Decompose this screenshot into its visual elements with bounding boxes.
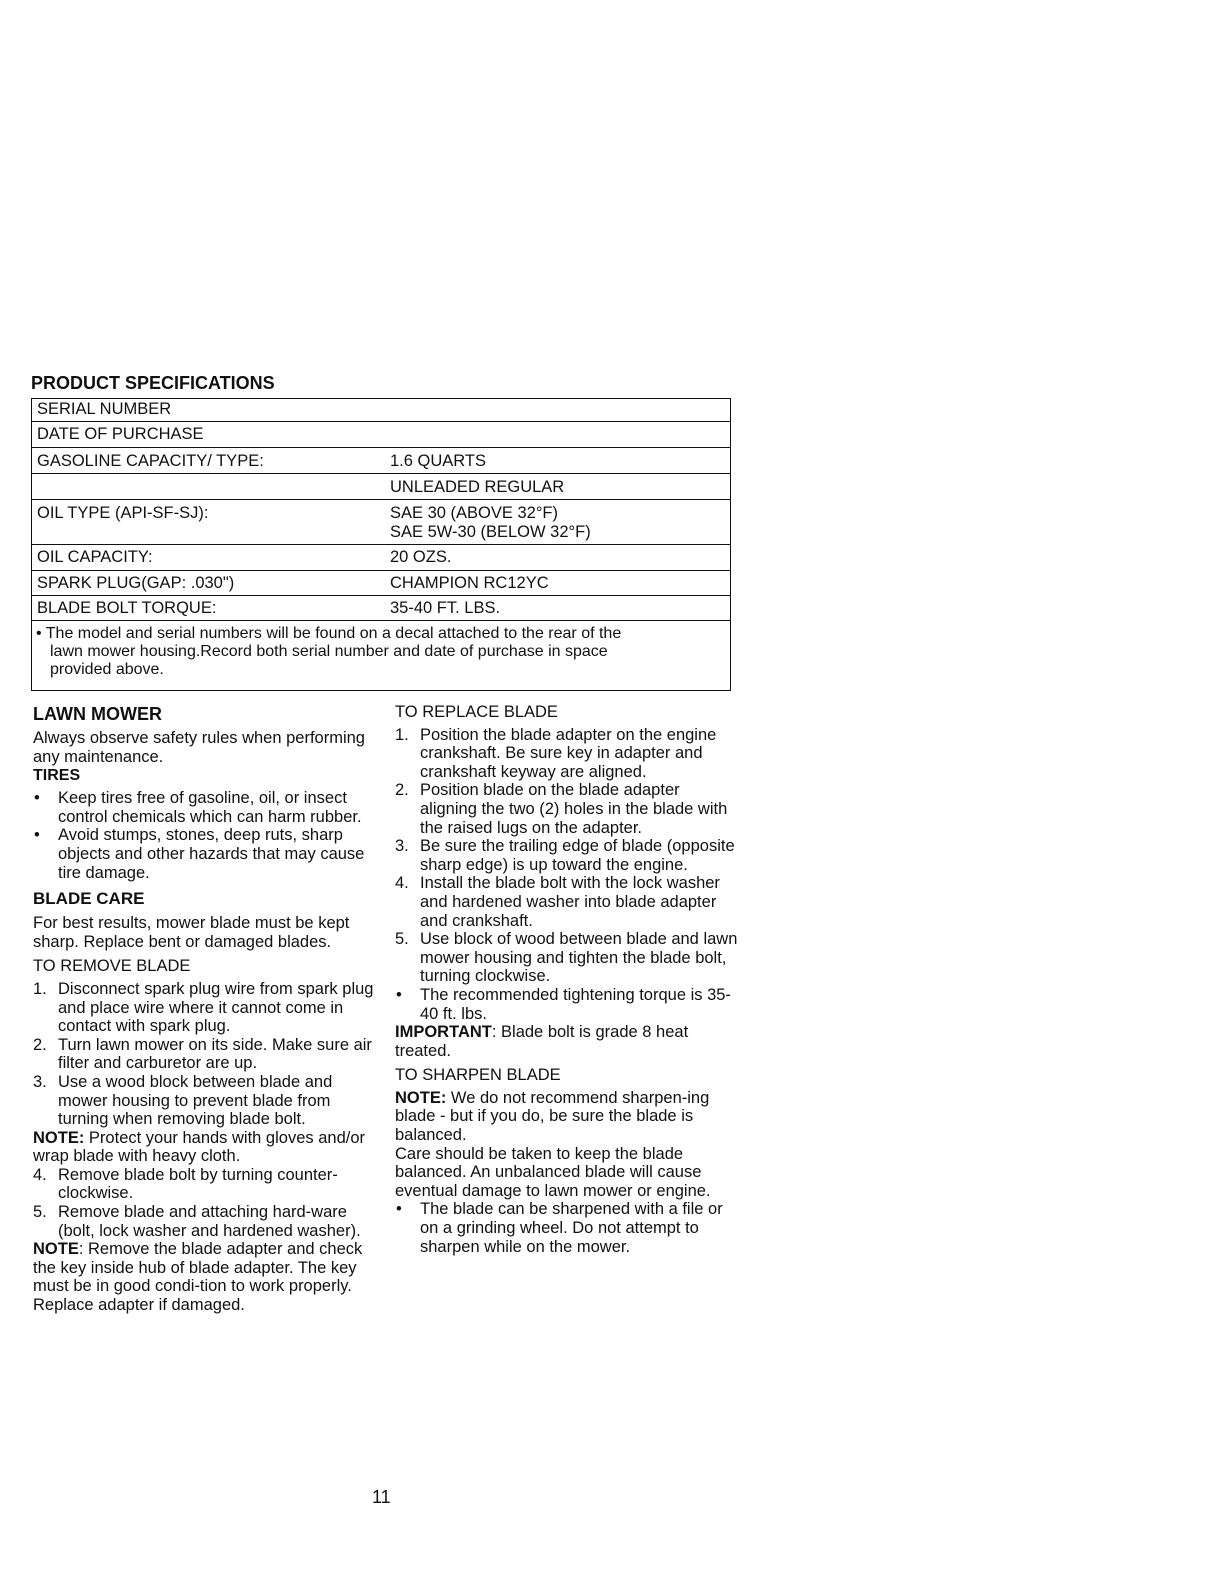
spec-label-date: DATE OF PURCHASE (37, 425, 204, 443)
list-item: 2. Position blade on the blade adapter aligning the two (2) holes in the blade with the raised lugs on the adapter. (395, 781, 728, 837)
page-title: PRODUCT SPECIFICATIONS (31, 373, 275, 393)
lawn-mower-section (33, 703, 378, 1315)
list-item: • Avoid stumps, stones, deep ruts, sharp objects and other hazards that may cause tire damage. (34, 826, 365, 882)
spec-value-blade-torque: 35-40 FT. LBS. (390, 599, 501, 617)
spec-value-oil-capacity: 20 OZS. (390, 548, 452, 566)
list-item: 3. Be sure the trailing edge of blade (opposite sharp edge) is up toward the engine. (395, 837, 735, 874)
note-adapter: NOTE: Remove the blade adapter and check the key inside hub of blade adapter. The key must be in good condi-tion to work properly. Replace adapter if damaged. (33, 1240, 363, 1315)
spec-label-blade-torque: BLADE BOLT TORQUE: (37, 599, 217, 617)
spec-label-spark-plug: SPARK PLUG(GAP: .030") (37, 574, 235, 592)
bullet-icon: • (396, 1200, 402, 1219)
spec-value-fuel-type: UNLEADED REGULAR (390, 478, 565, 496)
sharpen-note: NOTE: We do not recommend sharpen-ing blade - but if you do, be sure the blade is balanced. (395, 1088, 710, 1145)
section-title-blade-care: BLADE CARE (33, 889, 145, 909)
list-item: 4. Remove blade bolt by turning counter-clockwise. (33, 1165, 338, 1203)
replace-blade-section (395, 703, 740, 1256)
spec-value-oil-type: SAE 30 (ABOVE 32°F) (390, 504, 558, 522)
bullet-icon: • (34, 826, 40, 845)
spec-label-oil-type: OIL TYPE (API-SF-SJ): (37, 504, 209, 522)
spec-label-oil-capacity: OIL CAPACITY: (37, 548, 153, 566)
list-item: 2. Turn lawn mower on its side. Make sure air filter and carburetor are up. (33, 1035, 372, 1073)
spec-value-gasoline: 1.6 QUARTS (390, 452, 486, 470)
subheading-sharpen-blade: TO SHARPEN BLADE (395, 1066, 561, 1085)
spec-label-serial: SERIAL NUMBER (37, 400, 172, 418)
sharpen-care-text: Care should be taken to keep the blade balanced. An unbalanced blade will cause eventual damage to lawn mower or engine. (395, 1144, 711, 1200)
section-title-lawn-mower: LAWN MOWER (33, 704, 162, 724)
list-item: 3. Use a wood block between blade and mower housing to prevent blade from turning when removing blade bolt. (33, 1072, 333, 1129)
list-item: 1. Disconnect spark plug wire from spark plug and place wire where it cannot come in contact with spark plug. (33, 979, 374, 1036)
blade-care-text: For best results, mower blade must be kept sharp. Replace bent or damaged blades. (33, 914, 350, 951)
bullet-icon: • (396, 985, 402, 1004)
list-item: 5. Remove blade and attaching hard-ware (bolt, lock washer and hardened washer). (33, 1203, 361, 1240)
list-item: • Keep tires free of gasoline, oil, or insect control chemicals which can harm rubber. (34, 789, 362, 826)
page-number: 11 (372, 1487, 391, 1507)
intro-text: Always observe safety rules when performing any maintenance. (33, 729, 365, 766)
spec-table (31, 398, 731, 691)
section-title-tires: TIRES (33, 767, 81, 785)
bullet-icon: • (34, 789, 40, 808)
list-item: • The blade can be sharpened with a file or on a grinding wheel. Do not attempt to sharpen while on the mower. (396, 1200, 723, 1256)
subheading-replace-blade: TO REPLACE BLADE (395, 703, 558, 721)
list-item: 5. Use block of wood between blade and lawn mower housing and tighten the blade bolt, turning clockwise. (395, 930, 738, 986)
subheading-remove-blade: TO REMOVE BLADE (33, 957, 191, 976)
spec-value-spark-plug: CHAMPION RC12YC (390, 574, 549, 592)
list-item: 1. Position the blade adapter on the engine crankshaft. Be sure key in adapter and crankshaft keyway are aligned. (395, 725, 717, 781)
list-item: • The recommended tightening torque is 35-40 ft. lbs. (396, 985, 731, 1023)
spec-value-oil-type-2: SAE 5W-30 (BELOW 32°F) (390, 523, 591, 541)
bullet-icon: • (36, 625, 42, 642)
list-item: 4. Install the blade bolt with the lock washer and hardened washer into blade adapter and crankshaft. (395, 874, 720, 930)
spec-note: • The model and serial numbers will be found on a decal attached to the rear of the lawn mower housing.Record both serial number and date of purchase in space provided above. (36, 625, 622, 678)
note-gloves: NOTE: Protect your hands with gloves and/or wrap blade with heavy cloth. (33, 1128, 365, 1166)
important-note: IMPORTANT: Blade bolt is grade 8 heat treated. (395, 1023, 689, 1060)
spec-label-gasoline: GASOLINE CAPACITY/ TYPE: (37, 452, 264, 470)
